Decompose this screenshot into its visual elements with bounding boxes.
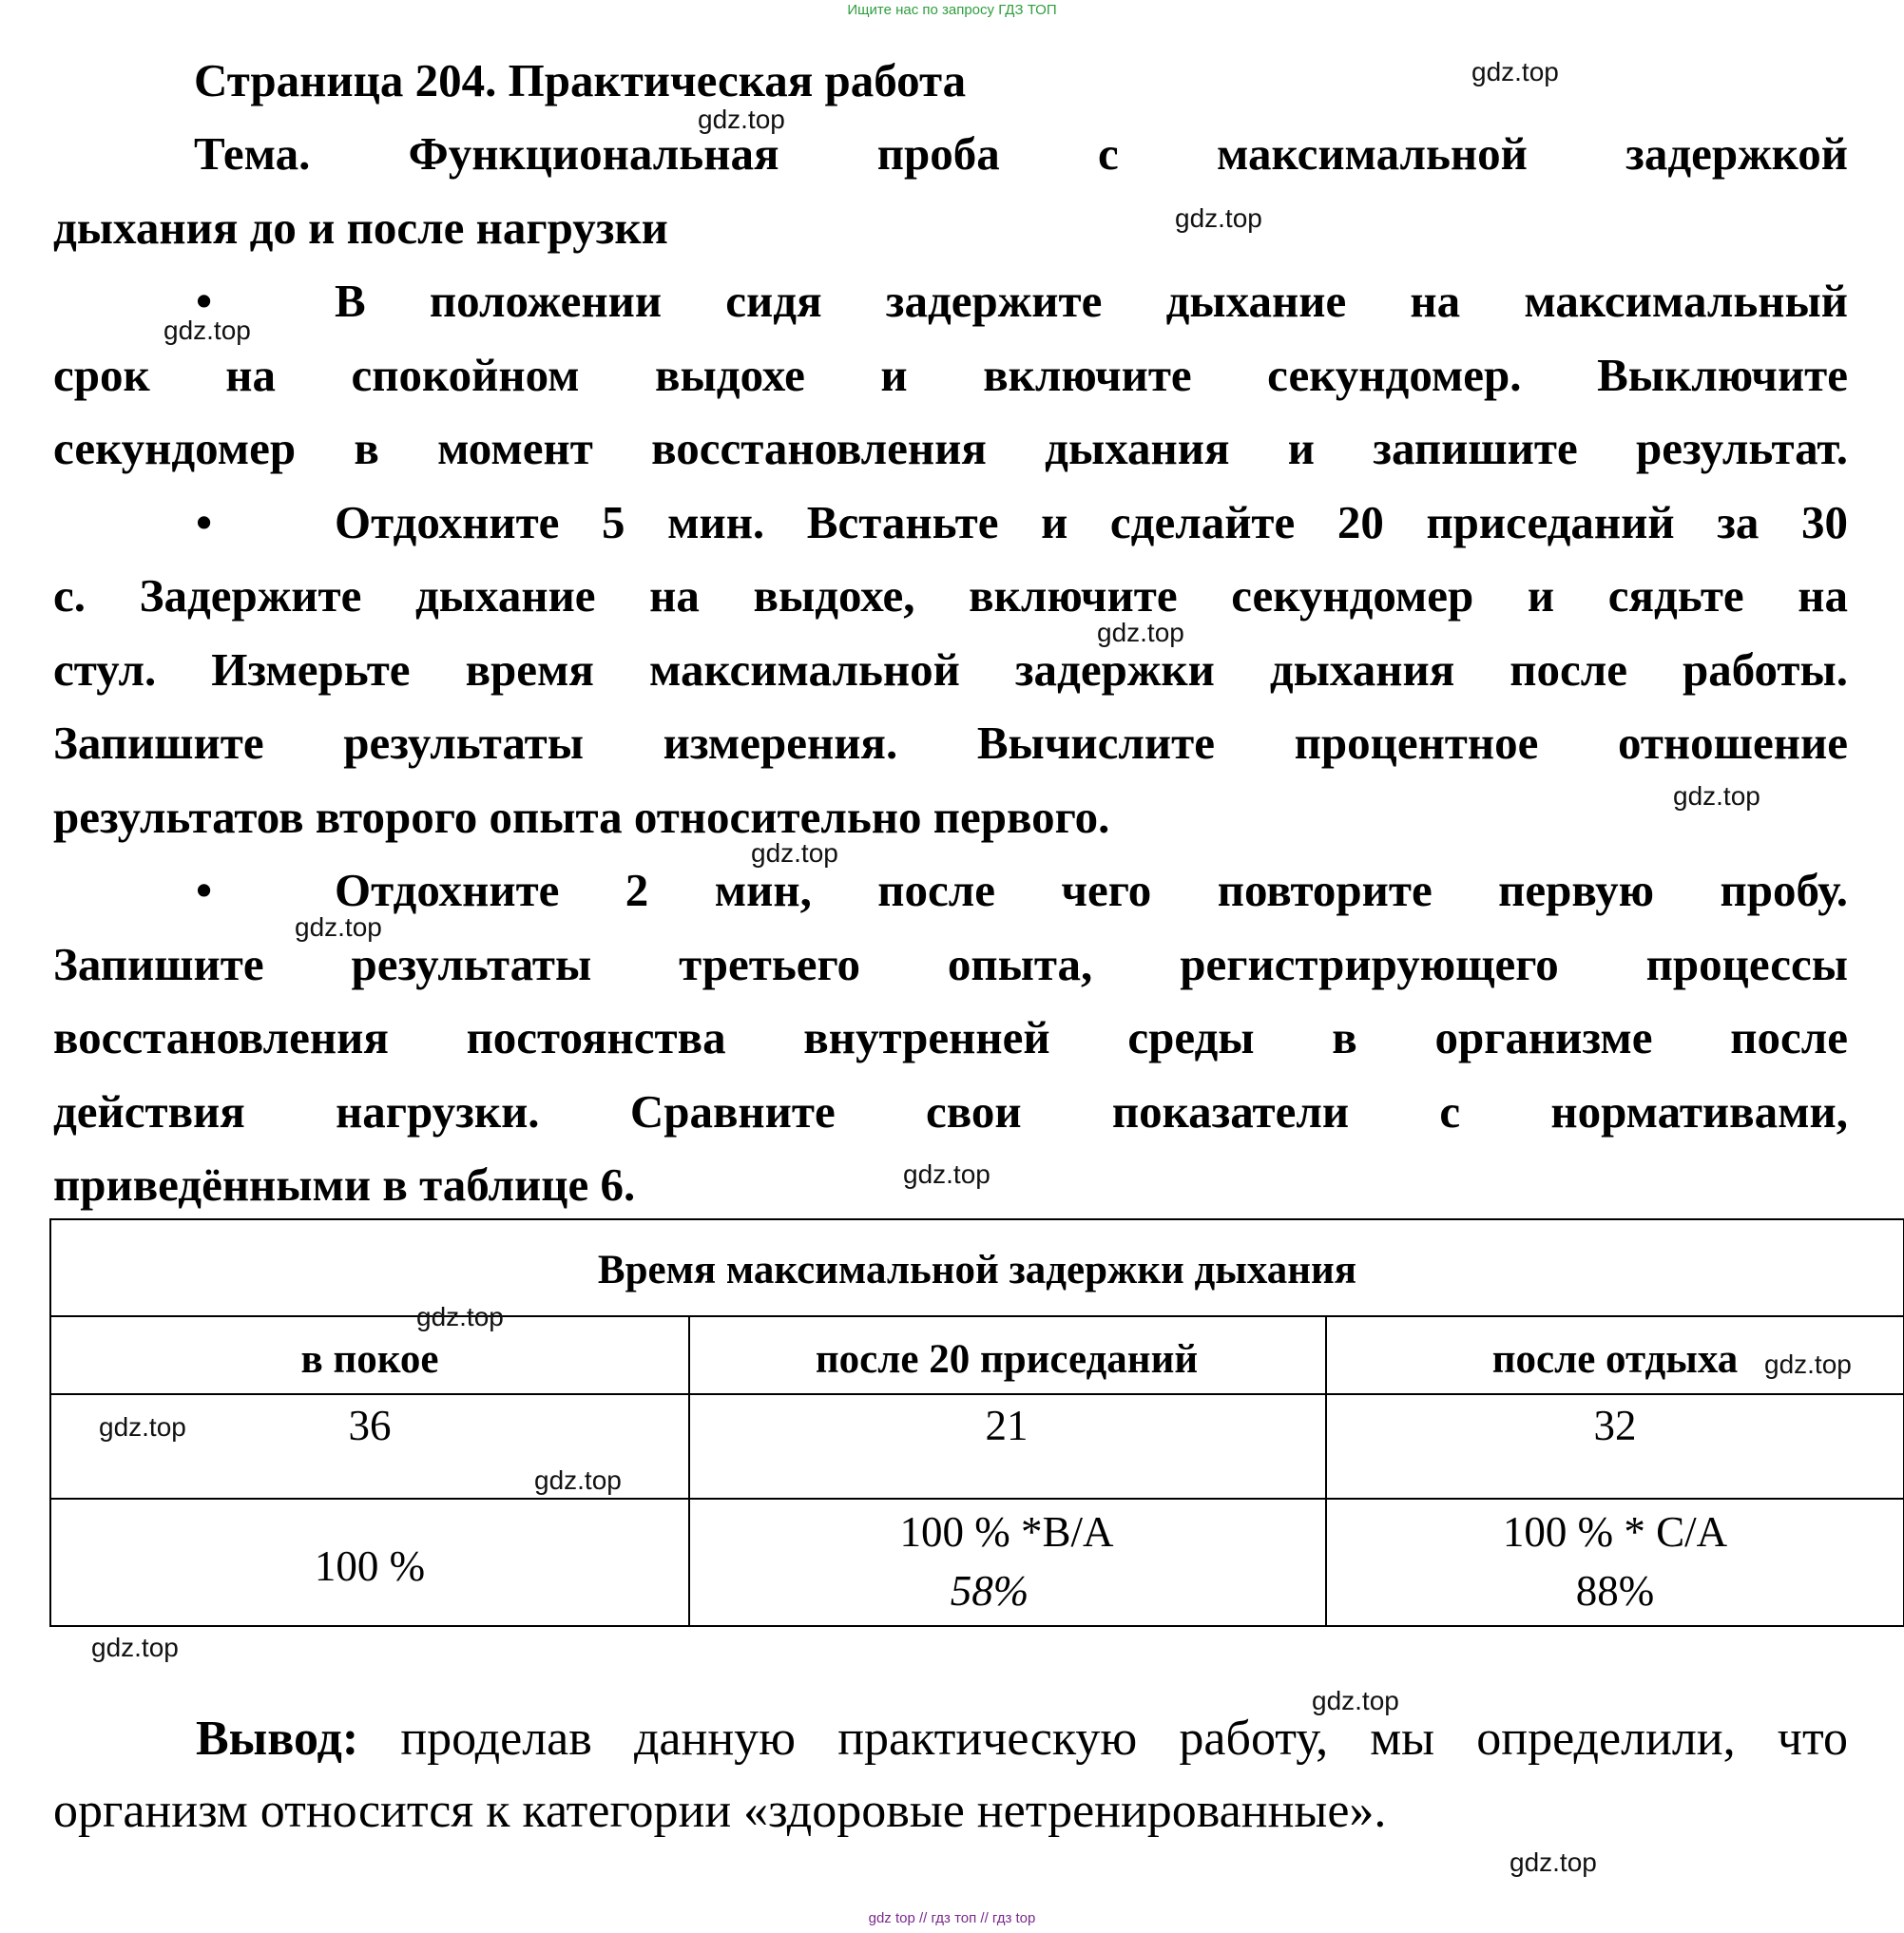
instruction-3-text-2: Запишите результаты третьего опыта, регистрирующего процессы [53, 938, 1848, 990]
table-percent-row [51, 1498, 1903, 1629]
header-cell-rest [51, 1317, 688, 1395]
topic-line-1: Тема. Функциональная проба с максимальной задержкой [194, 127, 1848, 180]
value-cell-after-rest [1325, 1395, 1904, 1500]
watermark: gdz.top [1175, 203, 1262, 233]
watermark: gdz.top [295, 912, 382, 942]
value-rest: 36 [348, 1402, 392, 1449]
percent-cell-after-squats [688, 1500, 1325, 1629]
footer-banner: gdz top // гдз топ // гдз top [868, 1910, 1036, 1926]
value-after-rest: 32 [1593, 1402, 1637, 1449]
page-title: Страница 204. Практическая работа [194, 54, 967, 106]
column-divider-1 [688, 1315, 690, 1625]
topic-line-2: дыхания до и после нагрузки [53, 201, 668, 254]
watermark: gdz.top [698, 105, 785, 134]
table-values-row [51, 1393, 1903, 1500]
watermark: gdz.top [416, 1302, 504, 1331]
column-divider-2 [1325, 1315, 1327, 1625]
value-cell-after-squats [688, 1395, 1325, 1500]
percent-cell-after-rest [1325, 1500, 1904, 1629]
instruction-3-text-4: действия нагрузки. Сравните свои показатели с нормативами, [53, 1085, 1848, 1138]
watermark: gdz.top [1312, 1686, 1399, 1715]
percent-formula-after-squats: 100 % *B/A [899, 1508, 1114, 1556]
percent-result-after-squats: 58% [950, 1567, 1029, 1615]
watermark: gdz.top [1097, 618, 1184, 647]
watermark: gdz.top [534, 1465, 622, 1495]
breath-hold-table [49, 1218, 1904, 1627]
watermark: gdz.top [751, 838, 838, 868]
column-header-after-squats: после 20 приседаний [815, 1337, 1199, 1382]
header-cell-after-squats [688, 1317, 1325, 1395]
watermark: gdz.top [91, 1633, 179, 1662]
watermark: gdz.top [903, 1159, 990, 1189]
bullet-1: • [196, 275, 213, 327]
instruction-2-text-5: результатов второго опыта относительно первого. [53, 791, 1110, 843]
value-after-squats: 21 [985, 1402, 1029, 1449]
bullet-2: • [196, 496, 213, 548]
percent-cell-rest [51, 1500, 688, 1629]
instruction-2-text-1: Отдохните 5 мин. Встаньте и сделайте 20 приседаний за 30 [335, 496, 1848, 548]
table-title: Время максимальной задержки дыхания [597, 1248, 1357, 1292]
watermark: gdz.top [1471, 57, 1559, 86]
percent-rest: 100 % [314, 1542, 426, 1590]
watermark: gdz.top [1510, 1847, 1597, 1877]
watermark: gdz.top [1764, 1349, 1852, 1379]
conclusion-line-1 [53, 1703, 1848, 1775]
instruction-3-text-1: Отдохните 2 мин, после чего повторите первую пробу. [335, 864, 1848, 916]
conclusion-label: Вывод: [196, 1712, 359, 1766]
watermark: gdz.top [99, 1412, 186, 1442]
conclusion-text-1: проделав данную практическую работу, мы определили, что [358, 1712, 1848, 1766]
bullet-3: • [196, 864, 213, 916]
conclusion-line-2: организм относится к категории «здоровые нетренированные». [53, 1784, 1387, 1838]
percent-formula-after-rest: 100 % * C/A [1502, 1508, 1728, 1556]
watermark: gdz.top [163, 316, 251, 345]
instruction-2-text-4: Запишите результаты измерения. Вычислите процентное отношение [53, 717, 1848, 769]
instruction-1-text-2: срок на спокойном выдохе и включите секундомер. Выключите [53, 349, 1848, 401]
instruction-2-text-3: стул. Измерьте время максимальной задержки дыхания после работы. [53, 643, 1848, 696]
column-header-after-rest: после отдыха [1491, 1337, 1739, 1382]
instruction-3-text-3: восстановления постоянства внутренней среды в организме после [53, 1011, 1848, 1063]
column-header-rest: в покое [300, 1337, 439, 1382]
watermark: gdz.top [1673, 781, 1760, 811]
percent-result-after-rest: 88% [1575, 1567, 1655, 1615]
instruction-2-text-2: с. Задержите дыхание на выдохе, включите секундомер и сядьте на [53, 569, 1848, 622]
instruction-1-text-1: В положении сидя задержите дыхание на максимальный [335, 275, 1848, 327]
top-banner: Ищите нас по запросу ГДЗ ТОП [847, 2, 1057, 18]
table-header-row [51, 1315, 1903, 1395]
instruction-1-text-3: секундомер в момент восстановления дыхания и запишите результат. [53, 422, 1848, 474]
instruction-3-text-5: приведёнными в таблице 6. [53, 1158, 636, 1211]
